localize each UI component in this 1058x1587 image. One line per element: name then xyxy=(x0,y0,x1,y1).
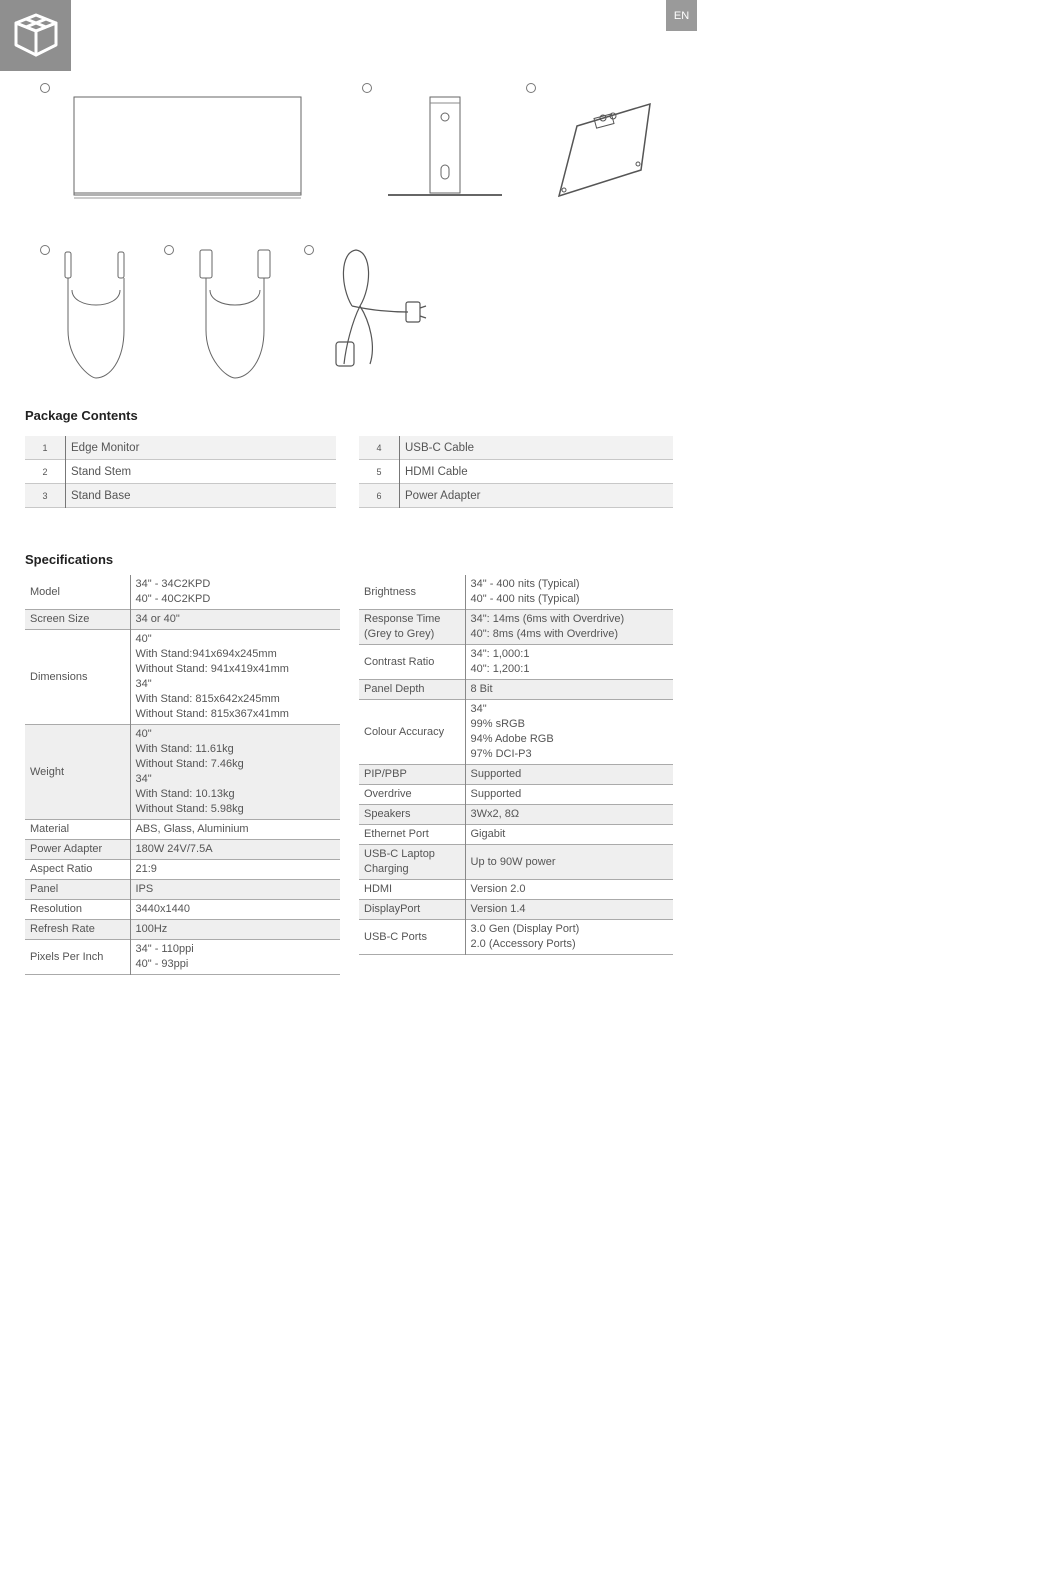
spec-key: Screen Size xyxy=(25,610,130,630)
spec-value-line: 3Wx2, 8Ω xyxy=(470,808,520,820)
spec-row xyxy=(359,575,673,610)
spec-row xyxy=(25,610,340,630)
spec-value-line: 2.0 (Accessory Ports) xyxy=(470,938,576,950)
spec-value-line: Supported xyxy=(470,768,522,780)
spec-value xyxy=(130,880,340,900)
spec-value xyxy=(465,805,673,825)
spec-value-line: 8 Bit xyxy=(470,683,493,695)
spec-value-line: Version 2.0 xyxy=(470,883,526,895)
spec-row xyxy=(359,785,673,805)
package-box-icon xyxy=(11,13,61,59)
spec-row xyxy=(25,900,340,920)
spec-value-line: 100Hz xyxy=(135,923,168,935)
spec-row xyxy=(359,920,673,955)
spec-row xyxy=(25,860,340,880)
spec-value-line: With Stand: 11.61kg xyxy=(135,743,234,755)
item-marker-1 xyxy=(40,83,50,93)
item-marker-4 xyxy=(40,245,50,255)
spec-key: Speakers xyxy=(359,805,465,825)
spec-key: USB-C Ports xyxy=(359,920,465,955)
spec-value-line: 99% sRGB xyxy=(470,718,525,730)
spec-key: Panel xyxy=(25,880,130,900)
spec-value-line: Without Stand: 7.46kg xyxy=(135,758,244,770)
hdmi-cable-icon xyxy=(195,248,275,382)
spec-key: Brightness xyxy=(359,575,465,610)
spec-value xyxy=(465,845,673,880)
table-row xyxy=(25,436,336,460)
spec-value xyxy=(465,785,673,805)
spec-row xyxy=(25,920,340,940)
spec-value-line: Gigabit xyxy=(470,828,506,840)
spec-value xyxy=(465,825,673,845)
spec-value xyxy=(465,920,673,955)
spec-row xyxy=(25,575,340,610)
spec-value-line: 34": 1,000:1 xyxy=(470,648,530,660)
spec-key: Aspect Ratio xyxy=(25,860,130,880)
item-marker-2 xyxy=(362,83,372,93)
spec-row xyxy=(359,845,673,880)
monitor-icon xyxy=(72,95,304,201)
spec-value xyxy=(465,900,673,920)
spec-row xyxy=(25,820,340,840)
item-number: 4 xyxy=(359,436,400,460)
spec-value xyxy=(465,765,673,785)
spec-row xyxy=(25,840,340,860)
spec-value xyxy=(465,610,673,645)
spec-key: Refresh Rate xyxy=(25,920,130,940)
spec-value xyxy=(130,820,340,840)
spec-value xyxy=(465,880,673,900)
item-label: Power Adapter xyxy=(400,484,674,508)
spec-key: Overdrive xyxy=(359,785,465,805)
spec-key: Weight xyxy=(25,725,130,820)
spec-key: PIP/PBP xyxy=(359,765,465,785)
item-label: USB-C Cable xyxy=(400,436,674,460)
spec-row xyxy=(25,880,340,900)
spec-value-line: 180W 24V/7.5A xyxy=(135,843,213,855)
spec-key: Dimensions xyxy=(25,630,130,725)
package-table-right xyxy=(359,436,673,508)
spec-value-line: 40" xyxy=(135,728,152,740)
spec-value-line: Supported xyxy=(470,788,522,800)
spec-value-line: IPS xyxy=(135,883,154,895)
spec-row xyxy=(25,725,340,820)
table-row xyxy=(25,460,336,484)
spec-value xyxy=(130,725,340,820)
spec-key: DisplayPort xyxy=(359,900,465,920)
spec-value xyxy=(130,900,340,920)
item-marker-3 xyxy=(526,83,536,93)
spec-value-line: 3440x1440 xyxy=(135,903,190,915)
stand-stem-icon xyxy=(386,95,506,201)
spec-value xyxy=(465,680,673,700)
table-row xyxy=(359,460,673,484)
spec-value-line: 34" xyxy=(135,678,152,690)
spec-value-line: 97% DCI-P3 xyxy=(470,748,532,760)
spec-value-line: Version 1.4 xyxy=(470,903,526,915)
item-number: 5 xyxy=(359,460,400,484)
spec-key: Contrast Ratio xyxy=(359,645,465,680)
spec-key: USB-C Laptop Charging xyxy=(359,845,465,880)
spec-value-line: 34" - 400 nits (Typical) xyxy=(470,578,580,590)
spec-value-line: Up to 90W power xyxy=(470,855,556,868)
table-row xyxy=(359,484,673,508)
spec-key: Panel Depth xyxy=(359,680,465,700)
spec-key: Pixels Per Inch xyxy=(25,940,130,975)
spec-value xyxy=(130,575,340,610)
spec-key: Resolution xyxy=(25,900,130,920)
package-contents-title: Package Contents xyxy=(25,408,138,423)
package-table-left xyxy=(25,436,336,508)
item-marker-6 xyxy=(304,245,314,255)
spec-value-line: Without Stand: 5.98kg xyxy=(135,803,244,815)
language-badge: EN xyxy=(666,0,697,31)
spec-value xyxy=(130,920,340,940)
item-number: 1 xyxy=(25,436,66,460)
spec-value-line: 34" - 110ppi xyxy=(135,943,194,955)
spec-row xyxy=(359,880,673,900)
spec-value-line: 34": 14ms (6ms with Overdrive) xyxy=(470,613,625,625)
spec-value-line: 40" - 400 nits (Typical) xyxy=(470,593,580,605)
spec-row xyxy=(25,630,340,725)
logo-badge xyxy=(0,0,71,71)
item-number: 3 xyxy=(25,484,66,508)
spec-key: Response Time (Grey to Grey) xyxy=(359,610,465,645)
spec-value-line: 3.0 Gen (Display Port) xyxy=(470,923,580,935)
spec-value-line: With Stand: 815x642x245mm xyxy=(135,693,280,705)
spec-row xyxy=(25,940,340,975)
spec-row xyxy=(359,700,673,765)
spec-value-line: 34 or 40" xyxy=(135,613,180,625)
spec-value xyxy=(130,610,340,630)
spec-row xyxy=(359,900,673,920)
table-row xyxy=(25,484,336,508)
item-label: Edge Monitor xyxy=(66,436,337,460)
spec-value-line: 40": 8ms (4ms with Overdrive) xyxy=(470,628,619,640)
spec-row xyxy=(359,610,673,645)
table-row xyxy=(359,436,673,460)
stand-base-icon xyxy=(555,98,655,202)
spec-value xyxy=(130,940,340,975)
spec-key: Power Adapter xyxy=(25,840,130,860)
spec-value-line: 21:9 xyxy=(135,863,157,875)
spec-value-line: 40" - 93ppi xyxy=(135,958,189,970)
spec-value-line: 34" - 34C2KPD xyxy=(135,578,211,590)
spec-value xyxy=(130,860,340,880)
spec-table-right xyxy=(359,575,673,955)
spec-key: Model xyxy=(25,575,130,610)
spec-value-line: 40": 1,200:1 xyxy=(470,663,530,675)
spec-value-line: 40" - 40C2KPD xyxy=(135,593,211,605)
spec-key: HDMI xyxy=(359,880,465,900)
spec-value-line: 40" xyxy=(135,633,152,645)
spec-value-line: 34" xyxy=(470,703,487,715)
spec-value xyxy=(465,575,673,610)
item-number: 2 xyxy=(25,460,66,484)
spec-value-line: Without Stand: 941x419x41mm xyxy=(135,663,289,675)
spec-value xyxy=(130,840,340,860)
item-number: 6 xyxy=(359,484,400,508)
spec-value xyxy=(465,645,673,680)
spec-row xyxy=(359,645,673,680)
item-label: Stand Base xyxy=(66,484,337,508)
spec-value-line: 34" xyxy=(135,773,152,785)
usb-c-cable-icon xyxy=(60,250,135,382)
specifications-title: Specifications xyxy=(25,552,114,567)
spec-value-line: Without Stand: 815x367x41mm xyxy=(135,708,289,720)
item-label: Stand Stem xyxy=(71,465,132,478)
power-adapter-icon xyxy=(330,246,430,372)
spec-key: Colour Accuracy xyxy=(359,700,465,765)
spec-row xyxy=(359,825,673,845)
spec-row xyxy=(359,765,673,785)
spec-value-line: With Stand:941x694x245mm xyxy=(135,648,277,660)
spec-value-line: ABS, Glass, Aluminium xyxy=(135,823,249,835)
item-marker-5 xyxy=(164,245,174,255)
spec-row xyxy=(359,805,673,825)
spec-value xyxy=(130,630,340,725)
spec-table-left xyxy=(25,575,340,975)
spec-value-line: With Stand: 10.13kg xyxy=(135,788,235,800)
spec-row xyxy=(359,680,673,700)
spec-value-line: 94% Adobe RGB xyxy=(470,733,554,745)
item-label: HDMI Cable xyxy=(405,465,468,478)
spec-key: Ethernet Port xyxy=(359,825,465,845)
spec-key: Material xyxy=(25,820,130,840)
spec-value xyxy=(465,700,673,765)
